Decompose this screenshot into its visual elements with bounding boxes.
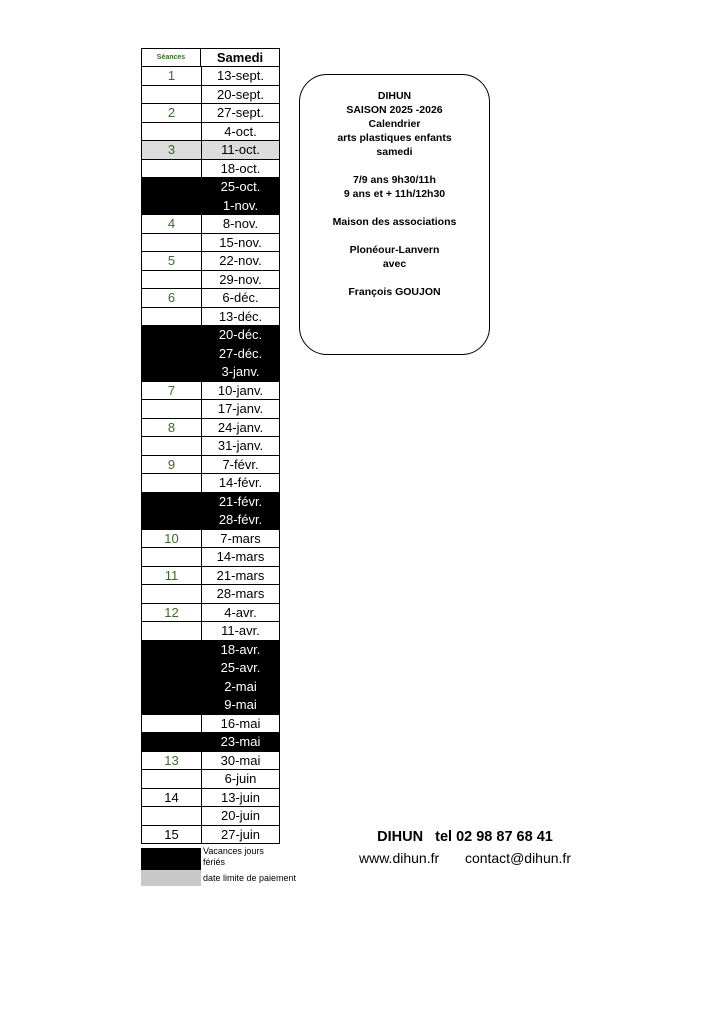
- seance-number: [141, 715, 201, 734]
- info-season: SAISON 2025 -2026: [346, 104, 443, 116]
- saturday-date: 13-déc.: [201, 308, 280, 327]
- table-row: [141, 474, 280, 493]
- seance-number: 13: [141, 752, 201, 771]
- seance-number: 2: [141, 104, 201, 123]
- saturday-date: 23-mai: [201, 733, 280, 752]
- saturday-date: 27-juin: [201, 826, 280, 845]
- table-row: [141, 807, 280, 826]
- saturday-date: 11-oct.: [201, 141, 280, 160]
- legend-payment: [141, 870, 321, 886]
- email-link[interactable]: contact@dihun.fr: [464, 850, 571, 866]
- table-row: [141, 659, 280, 678]
- seance-number: [141, 622, 201, 641]
- table-row: [141, 104, 280, 123]
- saturday-date: 13-sept.: [201, 67, 280, 86]
- holiday-label: Vacances jours fériés: [203, 846, 264, 867]
- table-row: [141, 511, 280, 530]
- saturday-date: 28-mars: [201, 585, 280, 604]
- table-row: [141, 400, 280, 419]
- table-row: [141, 826, 280, 845]
- saturday-date: 14-févr.: [201, 474, 280, 493]
- seance-number: [141, 474, 201, 493]
- table-row: [141, 197, 280, 216]
- seance-number: [141, 326, 201, 345]
- seance-number: [141, 696, 201, 715]
- seance-number: [141, 437, 201, 456]
- website-link[interactable]: www.dihun.fr: [359, 850, 440, 866]
- saturday-date: 18-oct.: [201, 160, 280, 179]
- info-teacher: François GOUJON: [348, 286, 441, 298]
- info-calendar: Calendrier: [368, 118, 421, 130]
- saturday-date: 4-oct.: [201, 123, 280, 142]
- table-row: [141, 622, 280, 641]
- seance-number: [141, 160, 201, 179]
- seance-number: 7: [141, 382, 201, 401]
- info-title: DIHUN: [377, 90, 412, 102]
- table-row: [141, 289, 280, 308]
- table-row: [141, 271, 280, 290]
- seance-number: [141, 271, 201, 290]
- saturday-date: 11-avr.: [201, 622, 280, 641]
- saturday-date: 7-févr.: [201, 456, 280, 475]
- info-box: [299, 74, 490, 355]
- saturday-date: 27-sept.: [201, 104, 280, 123]
- seance-number: [141, 678, 201, 697]
- contact-phone: DIHUN tel 02 98 87 68 41: [377, 829, 553, 845]
- seance-number: 4: [141, 215, 201, 234]
- seance-number: [141, 197, 201, 216]
- seance-number: 12: [141, 604, 201, 623]
- header-seances: Séances: [141, 48, 201, 67]
- saturday-date: 20-juin: [201, 807, 280, 826]
- saturday-date: 25-avr.: [201, 659, 280, 678]
- table-row: [141, 437, 280, 456]
- seance-number: 15: [141, 826, 201, 845]
- table-row: [141, 215, 280, 234]
- info-day: samedi: [376, 146, 413, 158]
- seance-number: [141, 363, 201, 382]
- header-samedi: Samedi: [201, 48, 280, 67]
- seance-number: [141, 493, 201, 512]
- table-row: [141, 178, 280, 197]
- saturday-date: 2-mai: [201, 678, 280, 697]
- saturday-date: 27-déc.: [201, 345, 280, 364]
- seance-number: [141, 178, 201, 197]
- info-venue: Maison des associations: [332, 216, 457, 228]
- calendar-table: [141, 48, 280, 844]
- payment-swatch: [141, 870, 201, 886]
- legend: [141, 846, 321, 886]
- saturday-date: 22-nov.: [201, 252, 280, 271]
- seance-number: [141, 659, 201, 678]
- calendar-header: [141, 48, 280, 67]
- calendar-rows: [141, 67, 280, 844]
- saturday-date: 24-janv.: [201, 419, 280, 438]
- seance-number: 14: [141, 789, 201, 808]
- saturday-date: 4-avr.: [201, 604, 280, 623]
- table-row: [141, 696, 280, 715]
- table-row: [141, 733, 280, 752]
- saturday-date: 1-nov.: [201, 197, 280, 216]
- payment-label: date limite de paiement: [203, 873, 297, 883]
- seance-number: 3: [141, 141, 201, 160]
- saturday-date: 29-nov.: [201, 271, 280, 290]
- seance-number: [141, 807, 201, 826]
- saturday-date: 21-févr.: [201, 493, 280, 512]
- info-schedule-2: 9 ans et + 11h/12h30: [343, 188, 446, 200]
- seance-number: [141, 641, 201, 660]
- seance-number: [141, 86, 201, 105]
- seance-number: 6: [141, 289, 201, 308]
- seance-number: 11: [141, 567, 201, 586]
- saturday-date: 17-janv.: [201, 400, 280, 419]
- seance-number: [141, 733, 201, 752]
- seance-number: 9: [141, 456, 201, 475]
- saturday-date: 20-déc.: [201, 326, 280, 345]
- saturday-date: 6-juin: [201, 770, 280, 789]
- table-row: [141, 493, 280, 512]
- table-row: [141, 141, 280, 160]
- saturday-date: 28-févr.: [201, 511, 280, 530]
- saturday-date: 6-déc.: [201, 289, 280, 308]
- table-row: [141, 678, 280, 697]
- info-town: Plonéour-Lanvern: [349, 244, 440, 256]
- table-row: [141, 770, 280, 789]
- seance-number: [141, 308, 201, 327]
- seance-number: [141, 234, 201, 253]
- table-row: [141, 252, 280, 271]
- seance-number: [141, 400, 201, 419]
- seance-number: [141, 585, 201, 604]
- info-schedule-1: 7/9 ans 9h30/11h: [353, 174, 436, 186]
- contact-block: [340, 827, 590, 869]
- table-row: [141, 86, 280, 105]
- seance-number: [141, 511, 201, 530]
- table-row: [141, 530, 280, 549]
- saturday-date: 9-mai: [201, 696, 280, 715]
- table-row: [141, 641, 280, 660]
- table-row: [141, 752, 280, 771]
- info-activity: arts plastiques enfants: [337, 132, 452, 144]
- saturday-date: 25-oct.: [201, 178, 280, 197]
- contact-web: [340, 847, 590, 869]
- table-row: [141, 67, 280, 86]
- seance-number: 5: [141, 252, 201, 271]
- legend-holidays: [141, 846, 321, 870]
- saturday-date: 16-mai: [201, 715, 280, 734]
- table-row: [141, 789, 280, 808]
- seance-number: [141, 123, 201, 142]
- table-row: [141, 326, 280, 345]
- saturday-date: 13-juin: [201, 789, 280, 808]
- table-row: [141, 604, 280, 623]
- seance-number: 1: [141, 67, 201, 86]
- info-with: avec: [382, 258, 407, 270]
- seance-number: [141, 770, 201, 789]
- table-row: [141, 345, 280, 364]
- saturday-date: 10-janv.: [201, 382, 280, 401]
- table-row: [141, 234, 280, 253]
- table-row: [141, 160, 280, 179]
- table-row: [141, 123, 280, 142]
- saturday-date: 7-mars: [201, 530, 280, 549]
- seance-number: [141, 345, 201, 364]
- saturday-date: 20-sept.: [201, 86, 280, 105]
- table-row: [141, 308, 280, 327]
- table-row: [141, 567, 280, 586]
- table-row: [141, 363, 280, 382]
- saturday-date: 14-mars: [201, 548, 280, 567]
- seance-number: [141, 548, 201, 567]
- seance-number: 10: [141, 530, 201, 549]
- holiday-swatch: [141, 848, 201, 870]
- saturday-date: 18-avr.: [201, 641, 280, 660]
- table-row: [141, 585, 280, 604]
- saturday-date: 3-janv.: [201, 363, 280, 382]
- saturday-date: 21-mars: [201, 567, 280, 586]
- saturday-date: 8-nov.: [201, 215, 280, 234]
- saturday-date: 31-janv.: [201, 437, 280, 456]
- seance-number: 8: [141, 419, 201, 438]
- table-row: [141, 456, 280, 475]
- table-row: [141, 548, 280, 567]
- saturday-date: 30-mai: [201, 752, 280, 771]
- table-row: [141, 715, 280, 734]
- table-row: [141, 382, 280, 401]
- table-row: [141, 419, 280, 438]
- saturday-date: 15-nov.: [201, 234, 280, 253]
